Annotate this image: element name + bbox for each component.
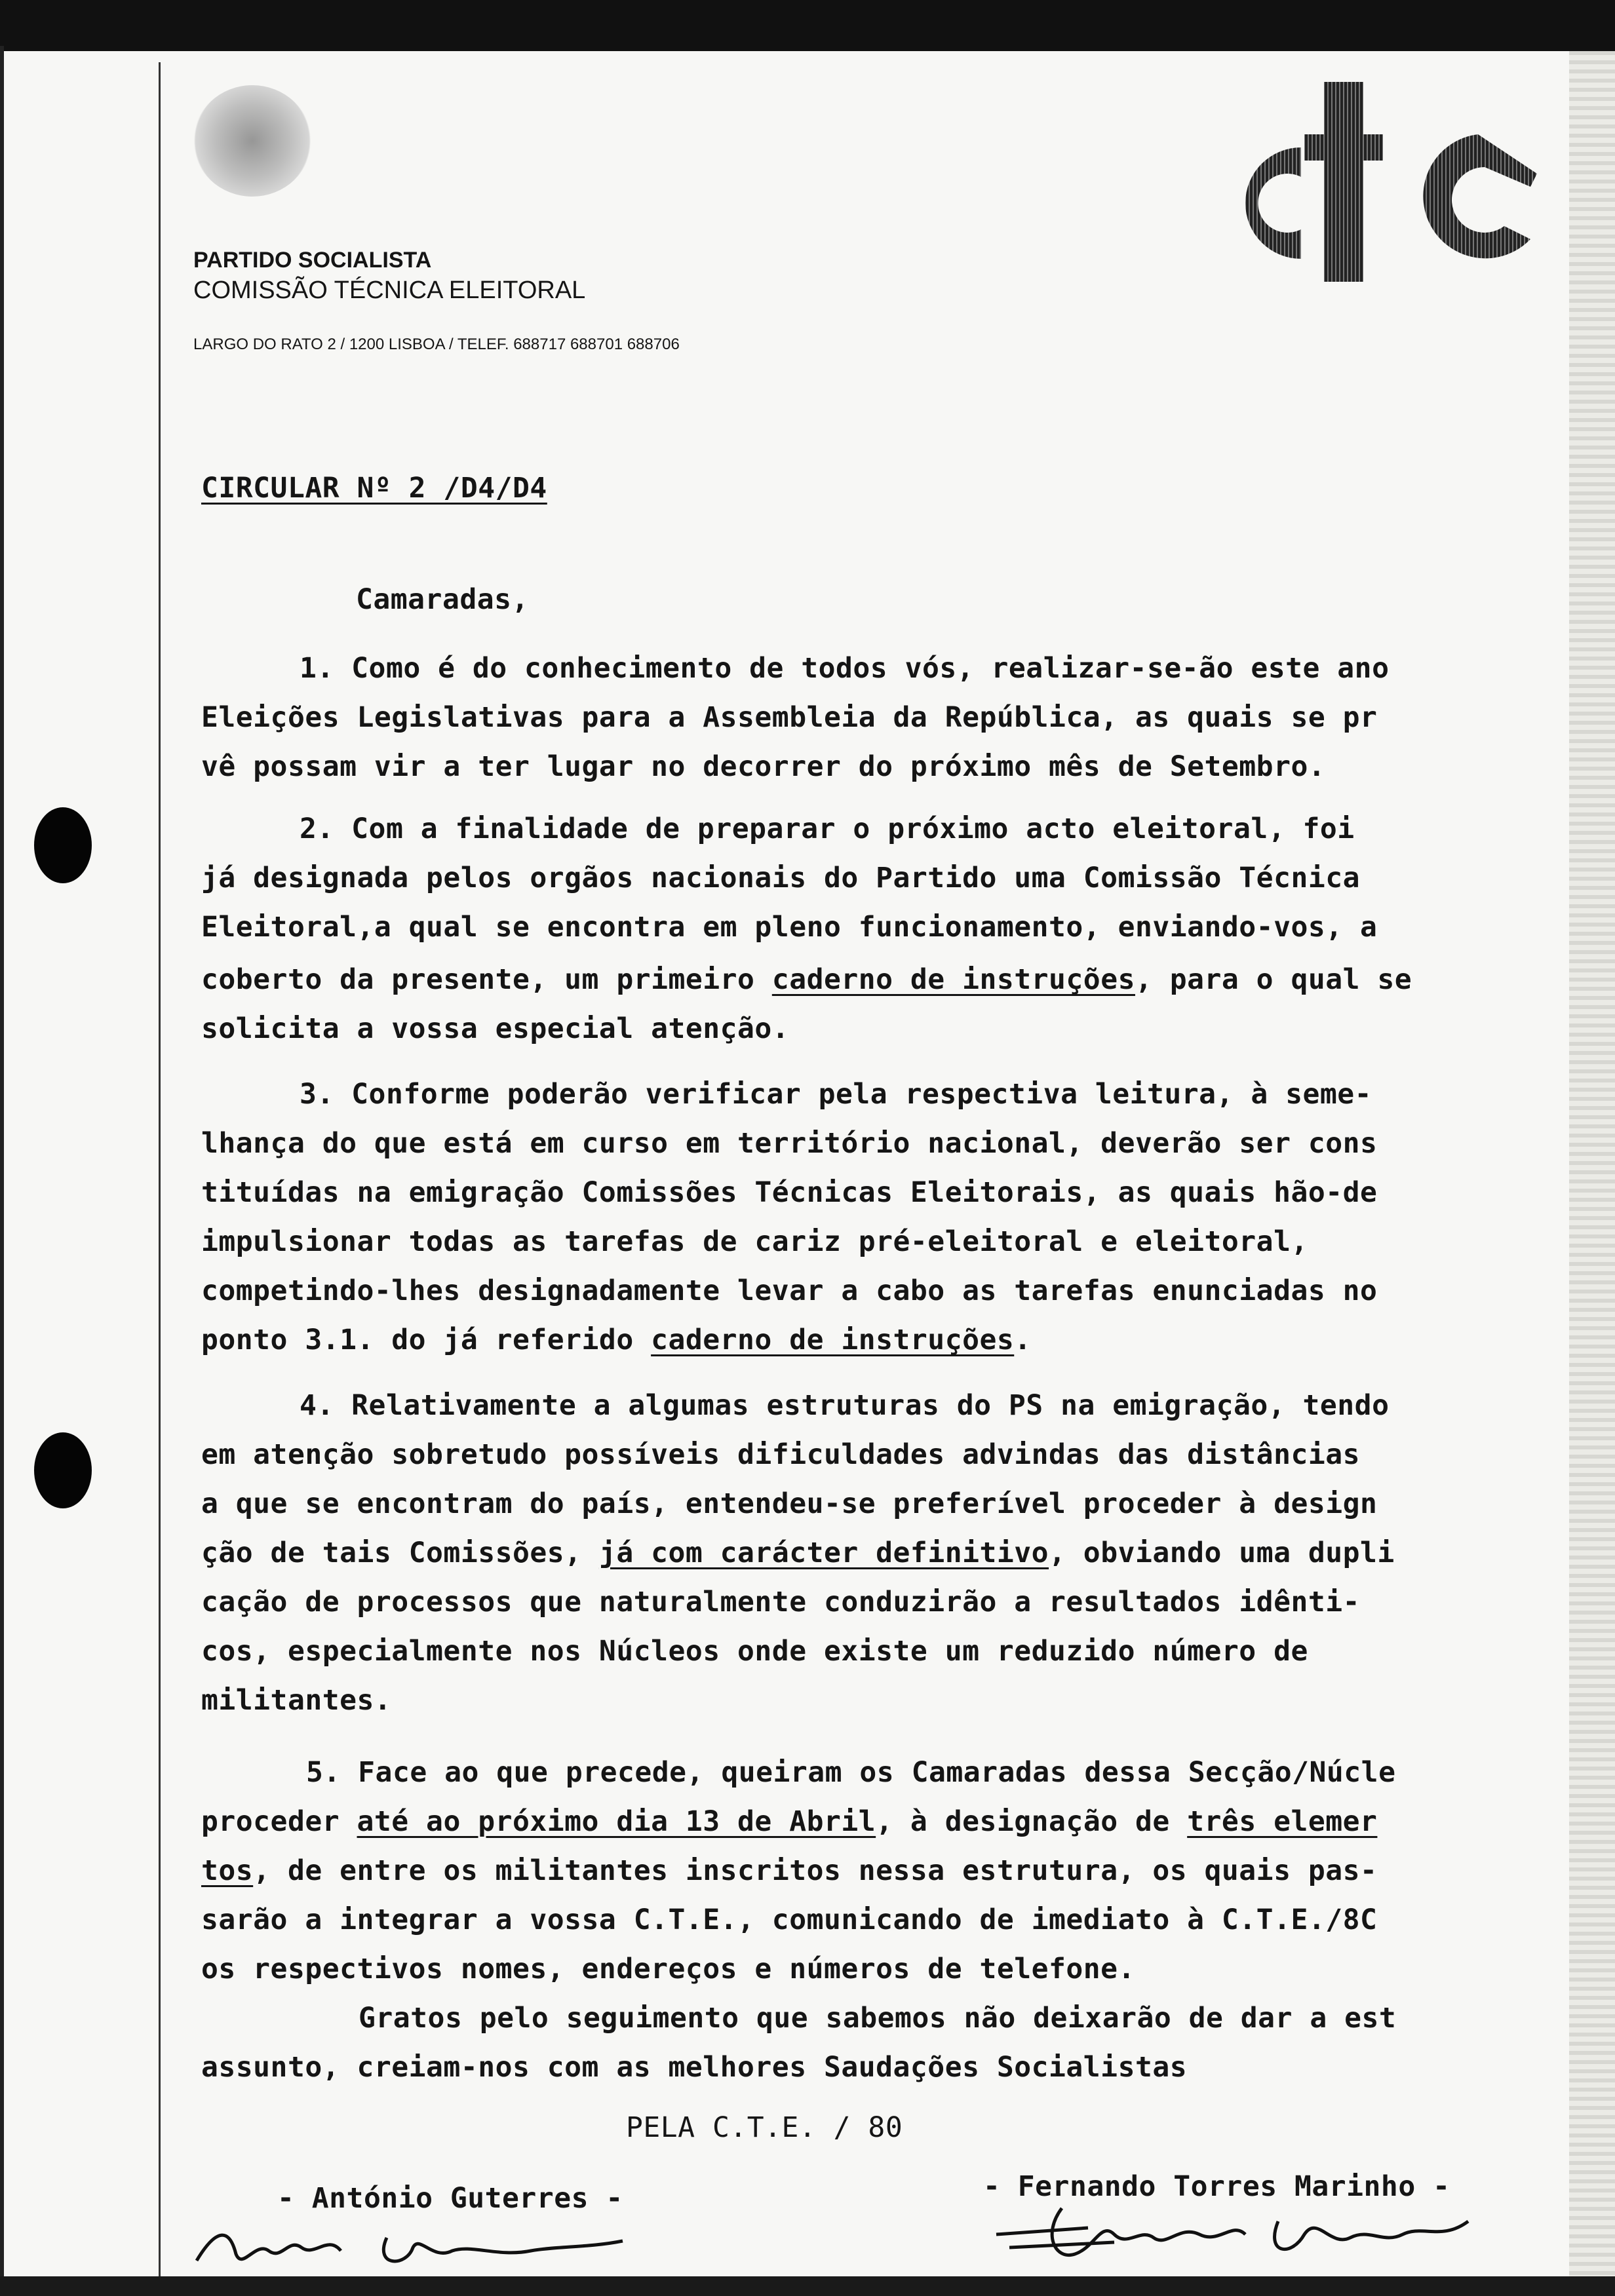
signatory-right-name: - Fernando Torres Marinho - — [983, 2170, 1450, 2203]
closing-line: Gratos pelo seguimento que sabemos não deixarão de dar a est — [359, 2002, 1397, 2035]
scan-bottom-border — [0, 2276, 1615, 2296]
text-run: . — [1014, 1324, 1032, 1356]
para5-line: 5. Face ao que precede, queiram os Camaradas dessa Secção/Núcle — [306, 1756, 1396, 1789]
margin-fold-line — [159, 62, 161, 2277]
text-run: proceder — [201, 1805, 357, 1838]
para3-line: lhança do que está em curso em território nacional, deverão ser cons — [201, 1127, 1378, 1160]
cte-logo — [1190, 62, 1563, 298]
party-seal-icon — [193, 85, 311, 197]
three-members-ref: tos — [201, 1854, 254, 1887]
text-run: coberto da presente, um primeiro — [201, 963, 772, 996]
text-run: , de entre os militantes inscritos nessa estrutura, os quais pas- — [253, 1854, 1378, 1887]
text-run: ponto 3.1. do já referido — [201, 1324, 652, 1356]
para4-line: em atenção sobretudo possíveis dificuldades advindas das distâncias — [201, 1438, 1361, 1471]
three-members-ref: três elemer — [1187, 1805, 1378, 1838]
para4-line: militantes. — [201, 1684, 392, 1717]
letterhead-address: LARGO DO RATO 2 / 1200 LISBOA / TELEF. 688717 688701 688706 — [193, 335, 680, 353]
para4-line — [201, 1537, 1395, 1569]
signature-left-icon — [190, 2215, 636, 2277]
deadline-ref: até ao próximo dia 13 de Abril — [357, 1805, 876, 1838]
para1-line: vê possam vir a ter lugar no decorrer do próximo mês de Setembro. — [201, 750, 1326, 783]
para3-line: tituídas na emigração Comissões Técnicas Eleitorais, as quais hão-de — [201, 1176, 1378, 1209]
text-run: ção de tais Comissões, — [201, 1537, 599, 1569]
scan-right-edge — [1569, 51, 1615, 2276]
text-run: , à designação de — [876, 1805, 1188, 1838]
scan-left-edge — [0, 46, 4, 2296]
para2-line: Eleitoral,a qual se encontra em pleno funcionamento, enviando-vos, a — [201, 911, 1378, 944]
circular-title: CIRCULAR Nº 2 /D4/D4 — [201, 472, 547, 505]
instructions-booklet-ref: caderno de instruções — [651, 1324, 1015, 1356]
para2-line: 2. Com a finalidade de preparar o próximo acto eleitoral, foi — [300, 813, 1355, 845]
para1-line: Eleições Legislativas para a Assembleia da República, as quais se pr — [201, 701, 1378, 734]
para3-line: impulsionar todas as tarefas de cariz pré-eleitoral e eleitoral, — [201, 1225, 1308, 1258]
para4-line: cação de processos que naturalmente conduzirão a resultados idênti- — [201, 1586, 1361, 1618]
para5-line: sarão a integrar a vossa C.T.E., comunicando de imediato à C.T.E./8C — [201, 1904, 1378, 1936]
instructions-booklet-ref: caderno de instruções — [771, 963, 1135, 996]
para3-line — [201, 1324, 1032, 1356]
para3-line: competindo-lhes designadamente levar a cabo as tarefas enunciadas no — [201, 1274, 1378, 1307]
para2-line: solicita a vossa especial atenção. — [201, 1012, 790, 1045]
signatory-left-name: - António Guterres - — [277, 2182, 623, 2215]
para5-line — [201, 1854, 1377, 1887]
para5-line — [201, 1805, 1377, 1838]
definitive-character-ref: já com carácter definitivo — [598, 1537, 1049, 1569]
scan-top-border — [0, 0, 1615, 51]
para4-line: 4. Relativamente a algumas estruturas do PS na emigração, tendo — [300, 1389, 1390, 1422]
para5-line: os respectivos nomes, endereços e números de telefone. — [201, 1953, 1135, 1985]
commission-name: COMISSÃO TÉCNICA ELEITORAL — [193, 277, 586, 304]
salutation: Camaradas, — [356, 583, 529, 616]
party-name: PARTIDO SOCIALISTA — [193, 248, 432, 273]
binder-hole-icon — [34, 807, 92, 883]
signature-right-icon — [983, 2195, 1494, 2274]
text-run: , obviando uma dupli — [1049, 1537, 1395, 1569]
para2-line: já designada pelos orgãos nacionais do Partido uma Comissão Técnica — [201, 862, 1361, 894]
text-run: , para o qual se — [1135, 963, 1412, 996]
binder-hole-icon — [34, 1432, 92, 1508]
para1-line: 1. Como é do conhecimento de todos vós, realizar-se-ão este ano — [300, 652, 1390, 685]
para4-line: a que se encontram do país, entendeu-se preferível proceder à design — [201, 1487, 1378, 1520]
para4-line: cos, especialmente nos Núcleos onde existe um reduzido número de — [201, 1635, 1308, 1668]
para3-line: 3. Conforme poderão verificar pela respectiva leitura, à seme- — [300, 1078, 1372, 1111]
pela-cte: PELA C.T.E. / 80 — [626, 2111, 903, 2144]
para2-line — [201, 963, 1412, 996]
closing-line: assunto, creiam-nos com as melhores Saudações Socialistas — [201, 2051, 1188, 2084]
